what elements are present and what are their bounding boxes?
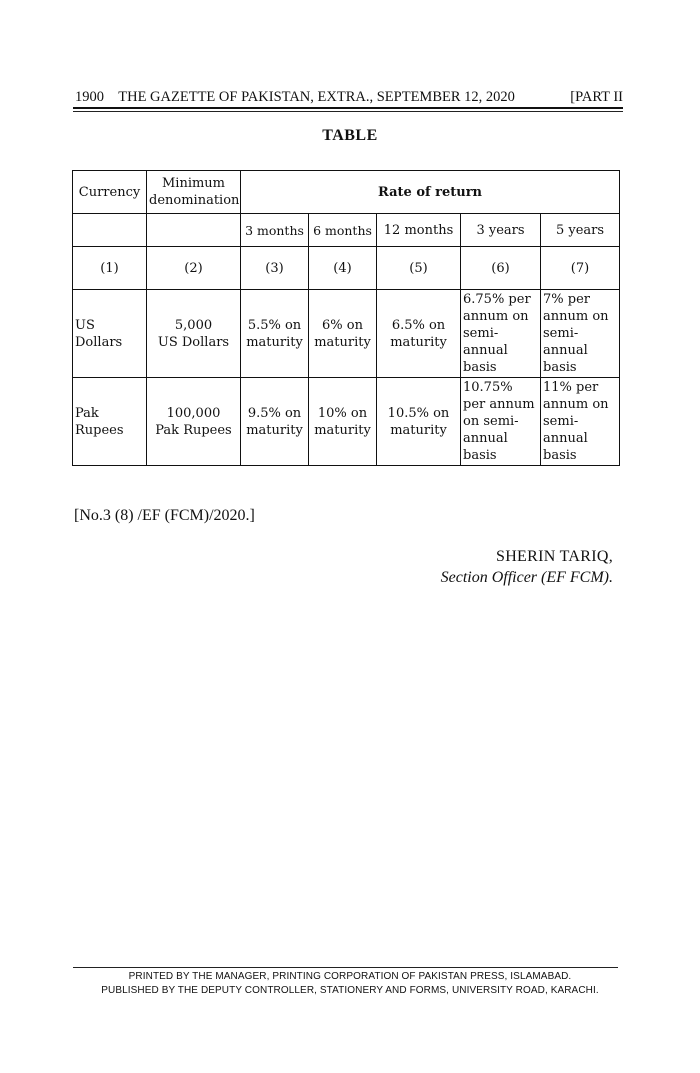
rates-table	[72, 170, 620, 466]
rate-3-years: 6.75% per annum on semi-annual basis	[461, 290, 541, 378]
footer-published-by: PUBLISHED BY THE DEPUTY CONTROLLER, STATIONERY AND FORMS, UNIVERSITY ROAD, KARACHI.	[101, 985, 599, 996]
page-number: 1900	[75, 89, 104, 105]
signer-designation: Section Officer (EF FCM).	[440, 569, 613, 586]
empty-cell	[147, 214, 241, 247]
rate-3-years: 10.75% per annum on semi-annual basis	[461, 378, 541, 466]
header-rule	[73, 107, 623, 109]
reference-number: [No.3 (8) /EF (FCM)/2020.]	[74, 507, 255, 524]
tenor-3-years: 3 years	[461, 214, 541, 247]
gazette-title: THE GAZETTE OF PAKISTAN, EXTRA., SEPTEMBER 12, 2020	[118, 89, 515, 105]
tenor-12-months: 12 months	[377, 214, 461, 247]
signer-name: SHERIN TARIQ,	[496, 548, 613, 565]
currency-cell: US Dollars	[73, 290, 147, 378]
rate-3-months: 5.5% on maturity	[241, 290, 309, 378]
header-currency: Currency	[73, 171, 147, 214]
denomination-cell	[147, 378, 241, 466]
currency-cell: Pak Rupees	[73, 378, 147, 466]
denomination-cell	[147, 290, 241, 378]
rate-5-years: 11% per annum on semi-annual basis	[541, 378, 620, 466]
denomination-amount: 100,000	[166, 405, 221, 421]
table-header-row	[73, 171, 620, 214]
column-number-row	[73, 247, 620, 290]
header-min-denomination: Minimum denomination	[147, 171, 241, 214]
part-label: [PART II	[570, 89, 623, 105]
col-number-1: (1)	[73, 247, 147, 290]
denomination-unit: US Dollars	[157, 334, 230, 350]
rate-6-months: 6% on maturity	[309, 290, 377, 378]
footer-rule	[73, 967, 618, 968]
col-number-6: (6)	[461, 247, 541, 290]
tenor-5-years: 5 years	[541, 214, 620, 247]
tenor-3-months: 3 months	[241, 214, 309, 247]
page-header	[75, 89, 623, 106]
rate-6-months: 10% on maturity	[309, 378, 377, 466]
denomination-amount: 5,000	[174, 317, 213, 333]
page-footer	[0, 970, 700, 998]
col-number-2: (2)	[147, 247, 241, 290]
col-number-5: (5)	[377, 247, 461, 290]
table-title: TABLE	[322, 127, 378, 144]
table-row	[73, 378, 620, 466]
col-number-3: (3)	[241, 247, 309, 290]
col-number-7: (7)	[541, 247, 620, 290]
rate-12-months: 6.5% on maturity	[377, 290, 461, 378]
header-rule-thin	[73, 111, 623, 112]
empty-cell	[73, 214, 147, 247]
tenor-row	[73, 214, 620, 247]
table-row	[73, 290, 620, 378]
rate-5-years: 7% per annum on semi-annual basis	[541, 290, 620, 378]
rate-12-months: 10.5% on maturity	[377, 378, 461, 466]
signature-block	[441, 546, 613, 588]
denomination-unit: Pak Rupees	[155, 422, 232, 438]
footer-printed-by: PRINTED BY THE MANAGER, PRINTING CORPORATION OF PAKISTAN PRESS, ISLAMABAD.	[128, 971, 572, 982]
tenor-6-months: 6 months	[309, 214, 377, 247]
col-number-4: (4)	[309, 247, 377, 290]
header-rate-of-return: Rate of return	[241, 171, 620, 214]
rate-3-months: 9.5% on maturity	[241, 378, 309, 466]
